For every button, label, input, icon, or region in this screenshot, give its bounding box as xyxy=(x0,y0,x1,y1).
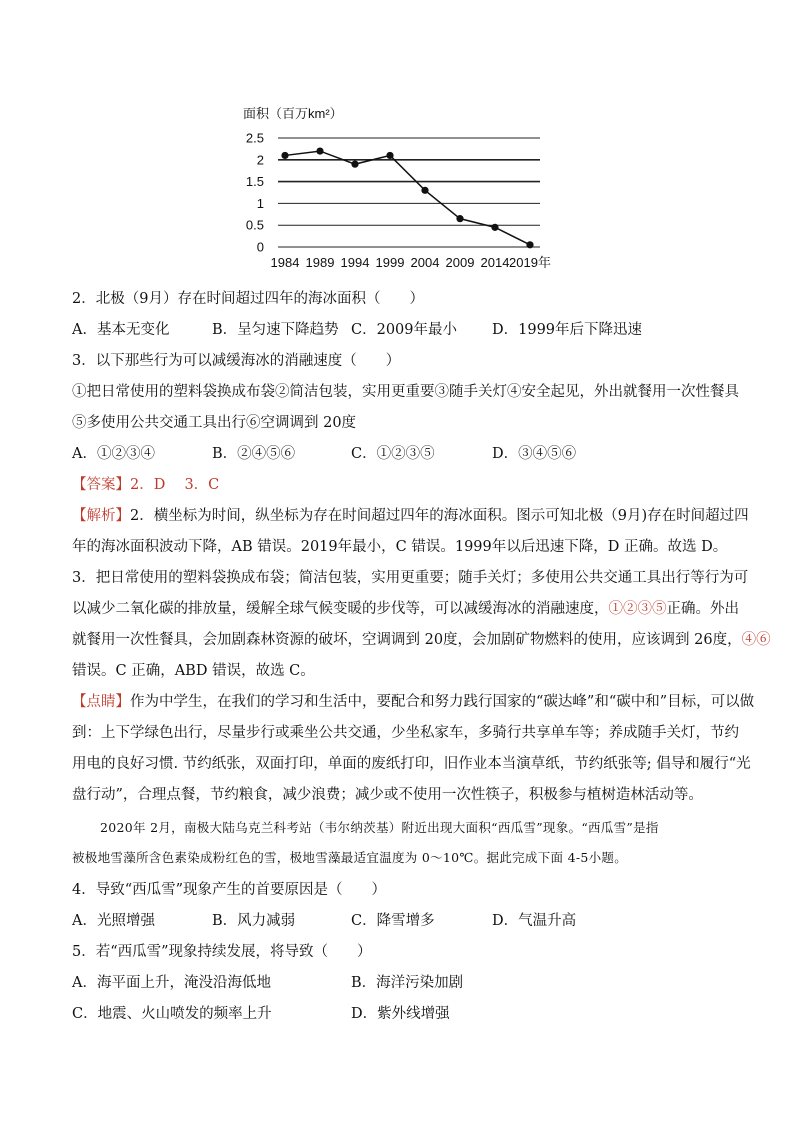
data-point-3 xyxy=(386,152,393,159)
data-point-2 xyxy=(351,161,358,168)
q5-option-b[interactable]: B．海洋污染加剧 xyxy=(351,975,464,991)
q3-items-line1: ①把日常使用的塑料袋换成布袋②简洁包装，实用更重要③随手关灯④安全起见，外出就餐用一次性餐具 xyxy=(72,384,739,400)
q3-stem: 3．以下那些行为可以减缓海冰的消融速度（ ） xyxy=(72,353,401,369)
q3-option-a[interactable]: A．①②③④ xyxy=(72,446,155,462)
x-tick-7: 2019年 xyxy=(509,255,551,270)
sea-ice-line-chart xyxy=(240,100,580,275)
q2-option-d[interactable]: D．1999年后下降迅速 xyxy=(492,322,643,338)
y-tick-labels xyxy=(246,131,264,255)
q4-option-c[interactable]: C．降雪增多 xyxy=(351,913,435,929)
q3-option-c[interactable]: C．①②③⑤ xyxy=(351,446,435,462)
y-tick-2.5: 2.5 xyxy=(245,130,264,146)
tips-line1 xyxy=(72,691,754,713)
analysis-line2: 年的海冰面积波动下降，AB 错误。2019年最小，C 错误。1999年以后迅速下降，D 正确。故选 D。 xyxy=(72,539,728,555)
analysis-text-4: 以减少二氧化碳的排放量，缓解全球气候变暖的步伐等，可以减缓海冰的消融速度， xyxy=(72,601,609,617)
data-point-5 xyxy=(456,215,463,222)
answer-text: 2．D 3．C xyxy=(130,477,220,493)
q4-option-a[interactable]: A．光照增强 xyxy=(72,913,155,929)
q4-option-d[interactable]: D．气温升高 xyxy=(492,913,577,929)
tips-line2: 到：上下学绿色出行，尽量步行或乘坐公共交通，少坐私家车，多骑行共享单车等；养成随手关灯，节约 xyxy=(72,725,739,741)
x-tick-6: 2014 xyxy=(480,255,510,270)
q3-items-line2: ⑤多使用公共交通工具出行⑥空调调到 20度 xyxy=(72,415,357,431)
x-tick-3: 1999 xyxy=(375,255,405,270)
q3-option-b[interactable]: B．②④⑤⑥ xyxy=(212,446,296,462)
data-point-6 xyxy=(491,224,498,231)
data-point-0 xyxy=(281,152,288,159)
y-tick-0.5: 0.5 xyxy=(245,217,264,233)
analysis-wrong-options: ④⑥ xyxy=(741,632,771,648)
q2-option-b[interactable]: B．呈匀速下降趋势 xyxy=(212,322,339,338)
analysis-line3: 3．把日常使用的塑料袋换成布袋；简洁包装，实用更重要；随手关灯；多使用公共交通工具出行等行为可 xyxy=(72,570,749,586)
series-line-0 xyxy=(285,151,530,245)
data-point-7 xyxy=(526,241,533,248)
q2-option-a[interactable]: A．基本无变化 xyxy=(72,322,170,338)
analysis-line1 xyxy=(72,505,749,527)
tips-line3: 用电的良好习惯. 节约纸张，双面打印，单面的废纸打印，旧作业本当演草纸，节约纸张等; 倡导和履行“光 xyxy=(72,756,751,772)
analysis-text-4-end: 正确。外出 xyxy=(666,601,739,617)
q4-stem: 4．导致“西瓜雪”现象产生的首要原因是（ ） xyxy=(72,882,387,898)
q2-stem: 2．北极（9月）存在时间超过四年的海冰面积（ ） xyxy=(72,291,424,307)
chart-series xyxy=(281,147,533,248)
q5-option-a[interactable]: A．海平面上升，淹没沿海低地 xyxy=(72,975,271,991)
data-point-1 xyxy=(316,147,323,154)
y-axis-label: 面积（百万km²） xyxy=(243,106,343,121)
analysis-line5 xyxy=(72,629,771,651)
q5-option-c[interactable]: C．地震、火山喷发的频率上升 xyxy=(72,1006,272,1022)
y-tick-1: 1 xyxy=(256,195,264,211)
x-tick-labels xyxy=(271,255,551,270)
x-tick-5: 2009 xyxy=(445,255,475,270)
y-tick-2: 2 xyxy=(256,152,264,168)
x-tick-4: 2004 xyxy=(410,255,440,270)
q5-option-d[interactable]: D．紫外线增强 xyxy=(351,1006,450,1022)
tips-text-1: 作为中学生，在我们的学习和生活中，要配合和努力践行国家的“碳达峰”和“碳中和”目标，可以做 xyxy=(130,694,755,710)
x-tick-2: 1994 xyxy=(340,255,370,270)
analysis-text-1: 2．横坐标为时间，纵坐标为存在时间超过四年的海冰面积。图示可知北极（9月)存在时间超过四 xyxy=(130,508,749,524)
passage-line1: 2020年 2月，南极大陆乌克兰科考站（韦尔纳茨基）附近出现大面积“西瓜雪”现象。“西瓜雪”是指 xyxy=(100,820,659,835)
tips-tag: 【点睛】 xyxy=(72,694,130,710)
answer-tag: 【答案】 xyxy=(72,477,130,493)
q5-stem: 5．若“西瓜雪”现象持续发展，将导致（ ） xyxy=(72,944,372,960)
x-tick-0: 1984 xyxy=(270,255,300,270)
y-tick-1.5: 1.5 xyxy=(245,174,264,190)
analysis-line6: 错误。C 正确，ABD 错误，故选 C。 xyxy=(72,663,315,679)
answer-line xyxy=(72,474,219,496)
y-tick-0: 0 xyxy=(256,239,264,255)
analysis-line4 xyxy=(72,598,739,620)
tips-line4: 盘行动”，合理点餐，节约粮食，减少浪费；减少或不使用一次性筷子，积极参与植树造林活动等。 xyxy=(72,787,703,803)
analysis-text-5: 就餐用一次性餐具，会加剧森林资源的破坏，空调调到 20度，会加剧矿物燃料的使用，应该调到 26度， xyxy=(72,632,742,648)
analysis-correct-options: ①②③⑤ xyxy=(608,601,667,617)
q4-option-b[interactable]: B．风力减弱 xyxy=(212,913,296,929)
x-tick-1: 1989 xyxy=(305,255,335,270)
q2-option-c[interactable]: C．2009年最小 xyxy=(351,322,457,338)
passage-line2: 被极地雪藻所含色素染成粉红色的雪，极地雪藻最适宜温度为 0～10℃。据此完成下面 4-5小题。 xyxy=(72,850,628,865)
analysis-tag: 【解析】 xyxy=(72,508,130,524)
data-point-4 xyxy=(421,187,428,194)
q3-option-d[interactable]: D．③④⑤⑥ xyxy=(492,446,577,462)
